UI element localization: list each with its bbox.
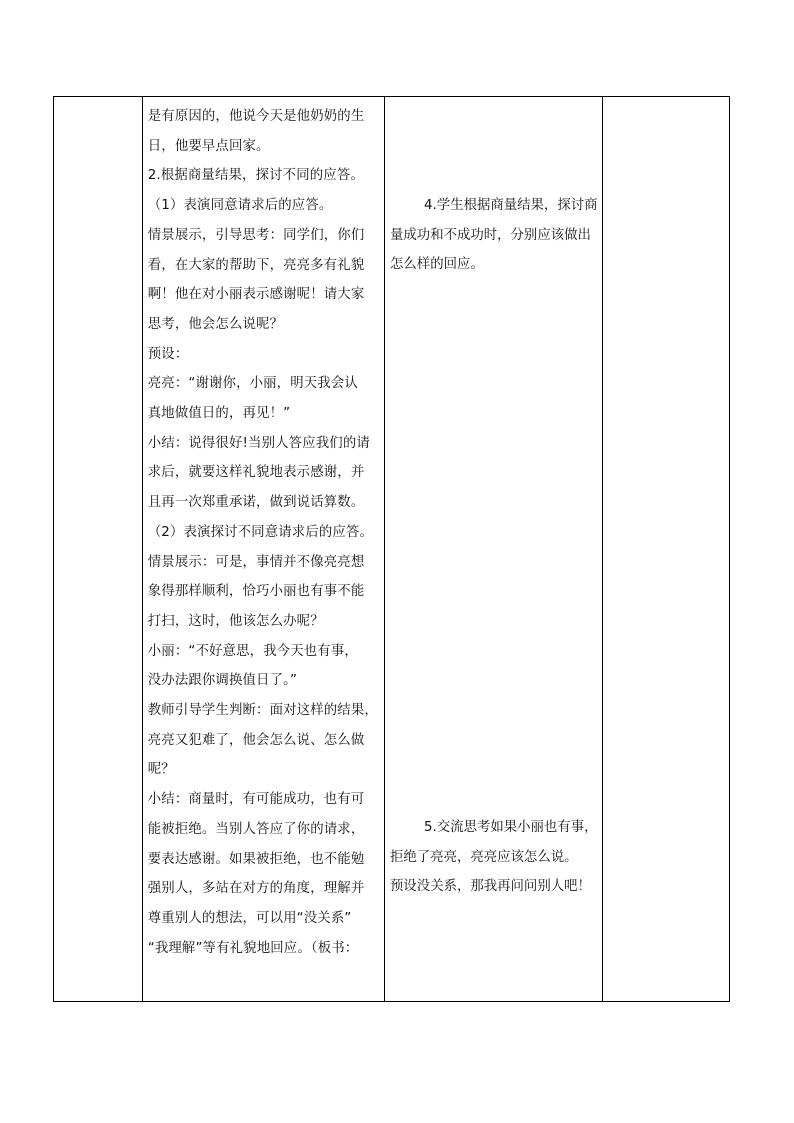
student-activity-5 xyxy=(390,813,600,902)
teacher-line: 小结：说得很好!当别人答应我们的请 xyxy=(147,435,370,451)
notes-column xyxy=(603,97,729,1001)
teacher-line: 日，他要早点回家。 xyxy=(147,138,270,154)
teacher-line: 小丽：“不好意思，我今天也有事， xyxy=(147,643,358,659)
teacher-line: 没办法跟你调换值日了。” xyxy=(147,673,298,689)
teacher-line: 是有原因的，他说今天是他奶奶的生 xyxy=(147,109,365,124)
teacher-line: 尊重别人的想法，可以用“没关系” xyxy=(147,910,352,926)
teacher-activity-column xyxy=(143,97,385,1001)
teacher-line: 看，在大家的帮助下，亮亮多有礼貌 xyxy=(147,257,365,273)
teacher-line: “我理解”等有礼貌地回应。（板书： xyxy=(147,940,359,956)
lesson-plan-table xyxy=(53,96,730,1002)
teacher-line: 要表达感谢。如果被拒绝，也不能勉 xyxy=(147,851,365,867)
student-line: 5.交流思考如果小丽也有事， xyxy=(424,820,598,835)
teacher-line: 亮亮：“谢谢你，小丽，明天我会认 xyxy=(147,376,358,392)
student-line: 4.学生根据商量结果，探讨商 xyxy=(424,198,598,213)
teacher-line: （2）表演探讨不同意请求后的应答。 xyxy=(147,524,374,540)
teacher-line: 且再一次郑重承诺，做到说话算数。 xyxy=(147,495,365,511)
teacher-line: 教师引导学生判断：面对这样的结果， xyxy=(147,703,378,719)
teacher-line: 预设： xyxy=(147,346,189,362)
student-activity-column xyxy=(385,97,603,1001)
student-line: 拒绝了亮亮，亮亮应该怎么说。 xyxy=(390,849,578,865)
student-line: 量成功和不成功时，分别应该做出 xyxy=(390,227,591,243)
student-line: 预设没关系，那我再问问别人吧！ xyxy=(390,879,591,895)
teacher-line: 强别人，多站在对方的角度，理解并 xyxy=(147,881,365,897)
teacher-line: 呢？ xyxy=(147,762,175,778)
teacher-line: 亮亮又犯难了，他会怎么说、怎么做 xyxy=(147,732,365,748)
teacher-line: 象得那样顺利，恰巧小丽也有事不能 xyxy=(147,584,365,600)
stage-column xyxy=(54,97,143,1001)
teacher-line: （1）表演同意请求后的应答。 xyxy=(147,198,333,214)
teacher-line: 小结：商量时，有可能成功，也有可 xyxy=(147,792,365,808)
teacher-line: 真地做值日的，再见！” xyxy=(147,406,291,422)
teacher-line: 思考，他会怎么说呢？ xyxy=(147,316,284,332)
teacher-line: 啊！他在对小丽表示感谢呢！请大家 xyxy=(147,287,365,303)
teacher-line: 2.根据商量结果，探讨不同的应答。 xyxy=(147,168,364,184)
student-activity-4 xyxy=(390,191,600,280)
teacher-line: 情景展示，引导思考：同学们，你们 xyxy=(147,227,365,243)
teacher-line: 求后，就要这样礼貌地表示感谢，并 xyxy=(147,465,365,481)
teacher-line: 情景展示：可是，事情并不像亮亮想 xyxy=(147,554,365,570)
student-line: 怎么样的回应。 xyxy=(390,257,484,273)
teacher-line: 打扫，这时，他该怎么办呢？ xyxy=(147,613,324,629)
teacher-line: 能被拒绝。当别人答应了你的请求， xyxy=(147,821,365,837)
